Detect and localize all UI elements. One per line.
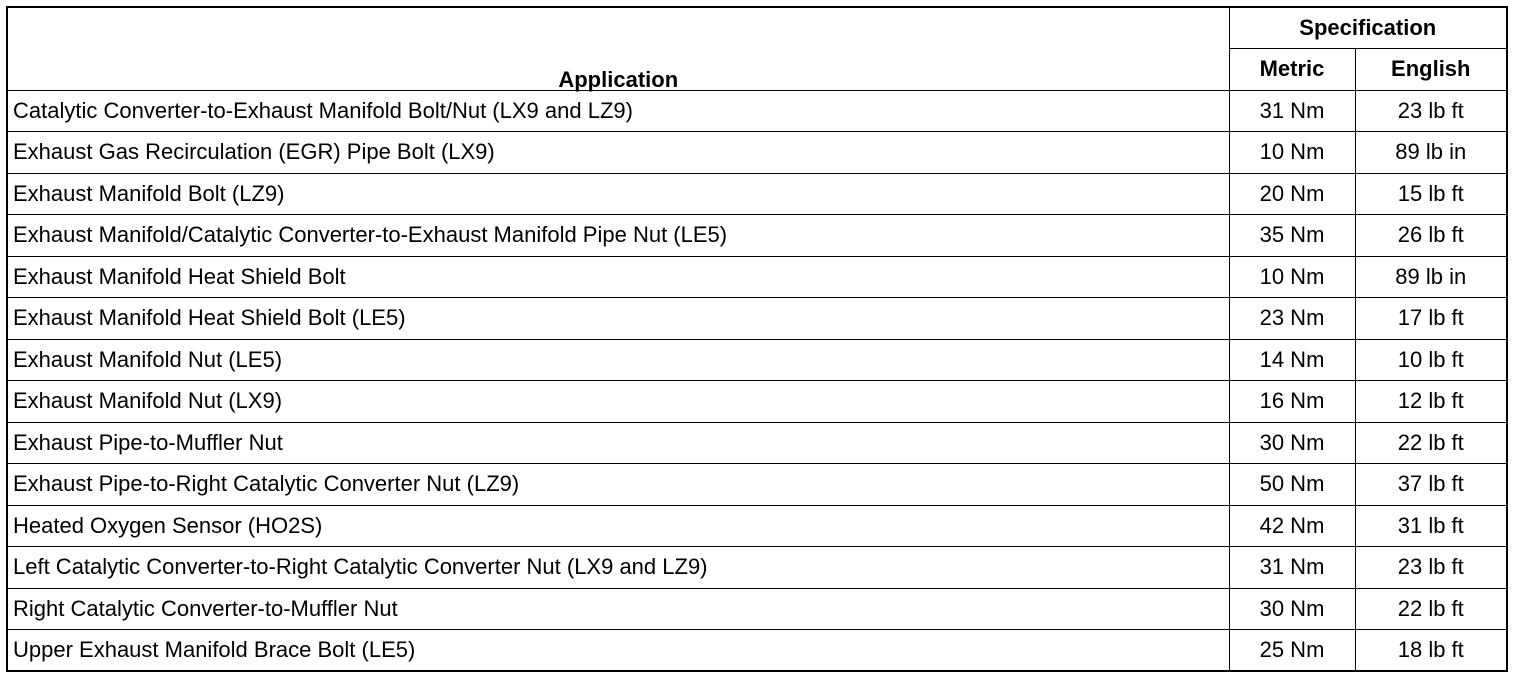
- cell-english: 17 lb ft: [1355, 298, 1507, 340]
- cell-metric: 14 Nm: [1229, 339, 1355, 381]
- cell-english: 23 lb ft: [1355, 547, 1507, 589]
- cell-application: Catalytic Converter-to-Exhaust Manifold Bolt/Nut (LX9 and LZ9): [7, 90, 1229, 132]
- cell-application: Exhaust Manifold/Catalytic Converter-to-Exhaust Manifold Pipe Nut (LE5): [7, 215, 1229, 257]
- table-header: [7, 7, 1507, 90]
- cell-english: 37 lb ft: [1355, 464, 1507, 506]
- table-row: [7, 132, 1507, 174]
- cell-metric: 35 Nm: [1229, 215, 1355, 257]
- cell-application: Exhaust Manifold Bolt (LZ9): [7, 173, 1229, 215]
- table-row: [7, 298, 1507, 340]
- cell-application: Exhaust Manifold Nut (LE5): [7, 339, 1229, 381]
- cell-metric: 16 Nm: [1229, 381, 1355, 423]
- header-application: Application: [7, 7, 1229, 90]
- cell-english: 22 lb ft: [1355, 422, 1507, 464]
- cell-english: 22 lb ft: [1355, 588, 1507, 630]
- cell-application: Left Catalytic Converter-to-Right Catalytic Converter Nut (LX9 and LZ9): [7, 547, 1229, 589]
- cell-english: 31 lb ft: [1355, 505, 1507, 547]
- cell-application: Exhaust Gas Recirculation (EGR) Pipe Bolt (LX9): [7, 132, 1229, 174]
- cell-english: 89 lb in: [1355, 256, 1507, 298]
- cell-metric: 50 Nm: [1229, 464, 1355, 506]
- fastener-spec-table: [6, 6, 1508, 672]
- cell-metric: 23 Nm: [1229, 298, 1355, 340]
- cell-metric: 31 Nm: [1229, 547, 1355, 589]
- table-body: [7, 90, 1507, 671]
- cell-english: 18 lb ft: [1355, 630, 1507, 672]
- cell-application: Right Catalytic Converter-to-Muffler Nut: [7, 588, 1229, 630]
- cell-english: 23 lb ft: [1355, 90, 1507, 132]
- cell-english: 26 lb ft: [1355, 215, 1507, 257]
- cell-metric: 20 Nm: [1229, 173, 1355, 215]
- cell-application: Exhaust Manifold Heat Shield Bolt (LE5): [7, 298, 1229, 340]
- cell-metric: 31 Nm: [1229, 90, 1355, 132]
- header-metric: Metric: [1229, 49, 1355, 91]
- cell-english: 10 lb ft: [1355, 339, 1507, 381]
- cell-metric: 42 Nm: [1229, 505, 1355, 547]
- cell-application: Exhaust Pipe-to-Muffler Nut: [7, 422, 1229, 464]
- header-english: English: [1355, 49, 1507, 91]
- table-row: [7, 588, 1507, 630]
- cell-metric: 10 Nm: [1229, 256, 1355, 298]
- table-row: [7, 547, 1507, 589]
- table-row: [7, 630, 1507, 672]
- cell-english: 15 lb ft: [1355, 173, 1507, 215]
- cell-metric: 30 Nm: [1229, 422, 1355, 464]
- cell-metric: 10 Nm: [1229, 132, 1355, 174]
- table-row: [7, 381, 1507, 423]
- table-row: [7, 215, 1507, 257]
- table-row: [7, 505, 1507, 547]
- cell-application: Heated Oxygen Sensor (HO2S): [7, 505, 1229, 547]
- header-specification: Specification: [1229, 7, 1507, 49]
- table-row: [7, 173, 1507, 215]
- cell-application: Exhaust Manifold Heat Shield Bolt: [7, 256, 1229, 298]
- cell-application: Upper Exhaust Manifold Brace Bolt (LE5): [7, 630, 1229, 672]
- cell-application: Exhaust Manifold Nut (LX9): [7, 381, 1229, 423]
- table-row: [7, 422, 1507, 464]
- table-row: [7, 90, 1507, 132]
- table-row: [7, 256, 1507, 298]
- table-row: [7, 464, 1507, 506]
- table-row: [7, 339, 1507, 381]
- cell-metric: 30 Nm: [1229, 588, 1355, 630]
- cell-english: 12 lb ft: [1355, 381, 1507, 423]
- cell-application: Exhaust Pipe-to-Right Catalytic Converter Nut (LZ9): [7, 464, 1229, 506]
- cell-metric: 25 Nm: [1229, 630, 1355, 672]
- cell-english: 89 lb in: [1355, 132, 1507, 174]
